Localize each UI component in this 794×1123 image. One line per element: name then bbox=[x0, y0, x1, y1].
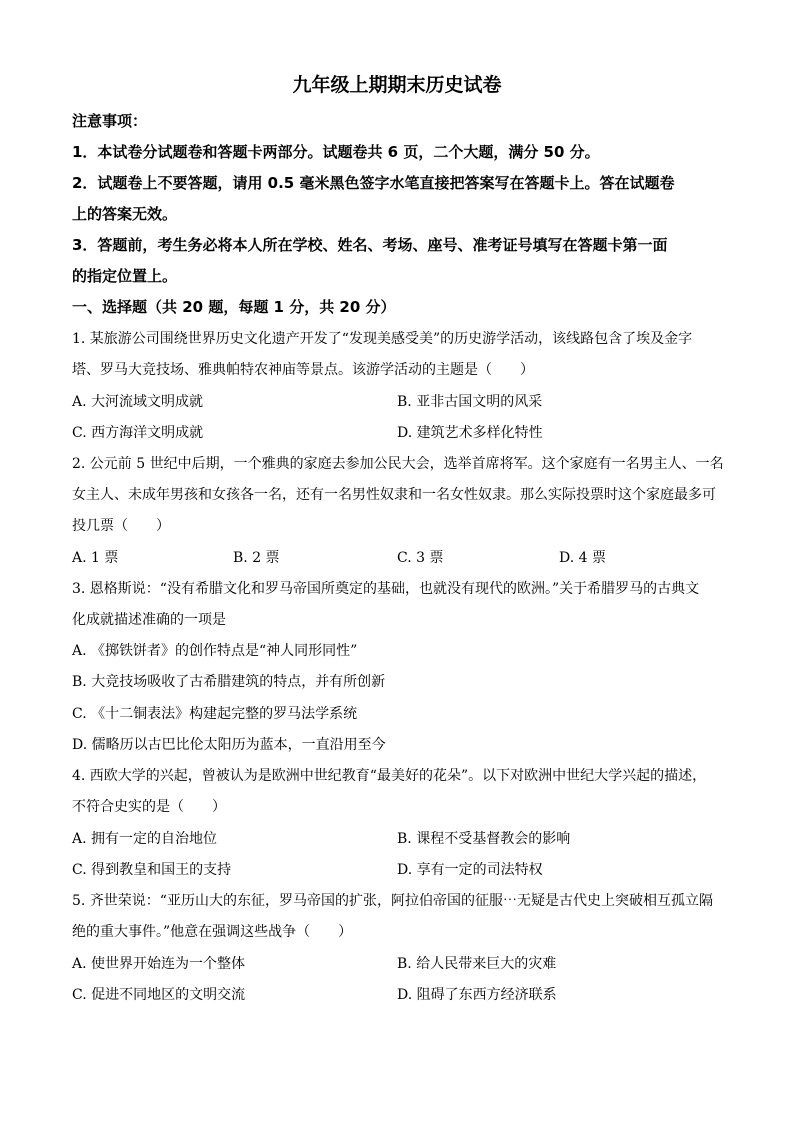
question-5-line-1: 5. 齐世荣说：“亚历山大的东征，罗马帝国的扩张，阿拉伯帝国的征服⋯无疑是古代史上突破相互孤立隔 bbox=[72, 893, 713, 909]
question-1-option-d: D. 建筑艺术多样化特性 bbox=[397, 425, 543, 441]
question-5-line-2: 绝的重大事件。”他意在强调这些战争（ ） bbox=[72, 924, 353, 940]
question-3-line-1: 3. 恩格斯说：“没有希腊文化和罗马帝国所奠定的基础，也就没有现代的欧洲。”关于希腊罗马的古典文 bbox=[72, 581, 700, 597]
question-5-option-c: C. 促进不同地区的文明交流 bbox=[72, 987, 246, 1003]
question-2-option-d: D. 4 票 bbox=[559, 550, 606, 566]
question-4-option-b: B. 课程不受基督教会的影响 bbox=[397, 831, 571, 847]
question-5-option-b: B. 给人民带来巨大的灾难 bbox=[397, 956, 557, 972]
question-3-option-a: A. 《掷铁饼者》的创作特点是“神人同形同性” bbox=[72, 643, 358, 659]
question-5-option-a: A. 使世界开始连为一个整体 bbox=[72, 956, 246, 972]
question-1-line-1: 1. 某旅游公司围绕世界历史文化遗产开发了“发现美感受美”的历史游学活动，该线路包含了埃及金字 bbox=[72, 331, 693, 347]
notice-item-3-line-1: 3．答题前，考生务必将本人所在学校、姓名、考场、座号、准考证号填写在答题卡第一面 bbox=[72, 236, 668, 254]
question-4-option-c: C. 得到教皇和国王的支持 bbox=[72, 862, 232, 878]
question-4-option-d: D. 享有一定的司法特权 bbox=[397, 862, 543, 878]
notice-item-2-line-1: 2．试题卷上不要答题，请用 0.5 毫米黑色签字水笔直接把答案写在答题卡上。答在试题卷 bbox=[72, 174, 675, 192]
question-4-option-a: A. 拥有一定的自治地位 bbox=[72, 831, 218, 847]
question-2-line-3: 投几票（ ） bbox=[72, 518, 170, 534]
question-3-option-d: D. 儒略历以古巴比伦太阳历为蓝本，一直沿用至今 bbox=[72, 737, 386, 753]
question-3-option-c: C. 《十二铜表法》构建起完整的罗马法学系统 bbox=[72, 706, 358, 722]
notice-heading: 注意事项： bbox=[72, 112, 148, 130]
question-1-option-a: A. 大河流域文明成就 bbox=[72, 394, 204, 410]
question-1-option-c: C. 西方海洋文明成就 bbox=[72, 425, 204, 441]
question-3-option-b: B. 大竞技场吸收了古希腊建筑的特点，并有所创新 bbox=[72, 674, 386, 690]
question-2-option-a: A. 1 票 bbox=[72, 550, 119, 566]
question-1-line-2: 塔、罗马大竞技场、雅典帕特农神庙等景点。该游学活动的主题是（ ） bbox=[72, 362, 534, 378]
question-4-line-1: 4. 西欧大学的兴起，曾被认为是欧洲中世纪教育“最美好的花朵”。以下对欧洲中世纪大学兴起的描述， bbox=[72, 768, 707, 784]
question-2-option-b: B. 2 票 bbox=[233, 550, 280, 566]
question-1-option-b: B. 亚非古国文明的风采 bbox=[397, 394, 543, 410]
section-heading: 一、选择题（共 20 题，每题 1 分，共 20 分） bbox=[72, 298, 396, 316]
question-2-line-1: 2. 公元前 5 世纪中后期，一个雅典的家庭去参加公民大会，选举首席将军。这个家庭有一名男主人、一名 bbox=[72, 456, 724, 472]
page-title: 九年级上期期末历史试卷 bbox=[292, 74, 502, 96]
notice-item-2-line-2: 上的答案无效。 bbox=[72, 205, 178, 223]
question-2-line-2: 女主人、未成年男孩和女孩各一名，还有一名男性奴隶和一名女性奴隶。那么实际投票时这个家庭最多可 bbox=[72, 487, 716, 503]
question-3-line-2: 化成就描述准确的一项是 bbox=[72, 612, 226, 628]
question-4-line-2: 不符合史实的是（ ） bbox=[72, 799, 226, 815]
notice-item-1: 1．本试卷分试题卷和答题卡两部分。试题卷共 6 页，二个大题，满分 50 分。 bbox=[72, 143, 600, 161]
question-5-option-d: D. 阻碍了东西方经济联系 bbox=[397, 987, 557, 1003]
question-2-option-c: C. 3 票 bbox=[397, 550, 444, 566]
notice-item-3-line-2: 的指定位置上。 bbox=[72, 267, 178, 285]
